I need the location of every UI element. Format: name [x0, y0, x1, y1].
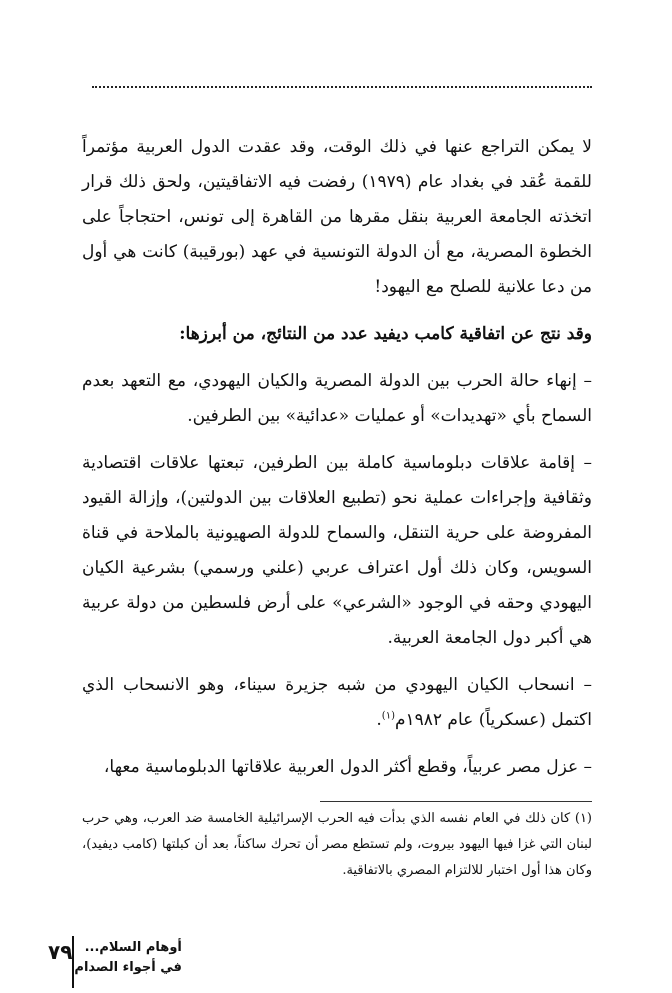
- footnote-1: (١) كان ذلك في العام نفسه الذي بدأت فيه الحرب الإسرائيلية الخامسة ضد العرب، وهي حرب لبنان التي غزا فيها اليهود بيروت، ولم تستطع مصر أن تحرك ساكناً، بعد أن كبلتها (كامب ديفيد)، وكان هذا أول اختبار للالتزام المصري بالاتفاقية.: [82, 811, 592, 878]
- main-text-body: [82, 130, 592, 797]
- page-number: ٧٩: [48, 940, 73, 964]
- book-title-line1: أوهام السلام...: [84, 940, 182, 955]
- paragraph-sinai-withdrawal: – انسحاب الكيان اليهودي من شبه جزيرة سيناء، وهو الانسحاب الذي اكتمل (عسكرياً) عام ١٩٨٢م$^{(١)}$.: [82, 675, 592, 730]
- paragraph-diplomatic-relations: – إقامة علاقات دبلوماسية كاملة بين الطرفين، تبعتها علاقات اقتصادية وثقافية وإجراءات عملية نحو (تطبيع العلاقات بين الدولتين)، وإزالة القيود المفروضة على حرية التنقل، والسماح للدولة الصهيونية بالملاحة في قناة السويس، وكان ذلك أول اعتراف عربي (علني ورسمي) بشرعية الكيان اليهودي وحقه في الوجود «الشرعي» على أرض فلسطين من دولة عربية هي أكبر دول الجامعة العربية.: [82, 453, 592, 648]
- footer-divider: [72, 936, 74, 988]
- paragraph-summit: لا يمكن التراجع عنها في ذلك الوقت، وقد عقدت الدول العربية مؤتمراً للقمة عُقد في بغداد عام (١٩٧٩) رفضت فيه الاتفاقيتين، ولحق ذلك قرار اتخذته الجامعة العربية بنقل مقرها من القاهرة إلى تونس، احتجاجاً على الخطوة المصرية، مع أن الدولة التونسية في عهد (بورقيبة) كانت هي أول من دعا علانية للصلح مع اليهود!: [82, 137, 592, 297]
- footnote-reference-1[interactable]: (١): [381, 710, 395, 722]
- sinai-withdrawal-text: – انسحاب الكيان اليهودي من شبه جزيرة سيناء، وهو الانسحاب الذي اكتمل (عسكرياً) عام ١٩٨٢م: [82, 675, 592, 730]
- paragraph-end-of-war: – إنهاء حالة الحرب بين الدولة المصرية والكيان اليهودي، مع التعهد بعدم السماح بأي «تهديدات» أو عمليات «عدائية» بين الطرفين.: [82, 371, 592, 426]
- book-title-line2: في أجواء الصدام: [74, 960, 182, 975]
- top-dotted-rule: [92, 86, 592, 88]
- paragraph-results-intro: وقد نتج عن اتفاقية كامب ديفيد عدد من النتائج، من أبرزها:: [179, 324, 592, 344]
- book-title: [74, 938, 189, 978]
- footnote-separator: [320, 801, 592, 802]
- paragraph-isolation: – عزل مصر عربياً، وقطع أكثر الدول العربية علاقاتها الدبلوماسية معها،: [103, 757, 592, 777]
- page-footer: [36, 938, 190, 988]
